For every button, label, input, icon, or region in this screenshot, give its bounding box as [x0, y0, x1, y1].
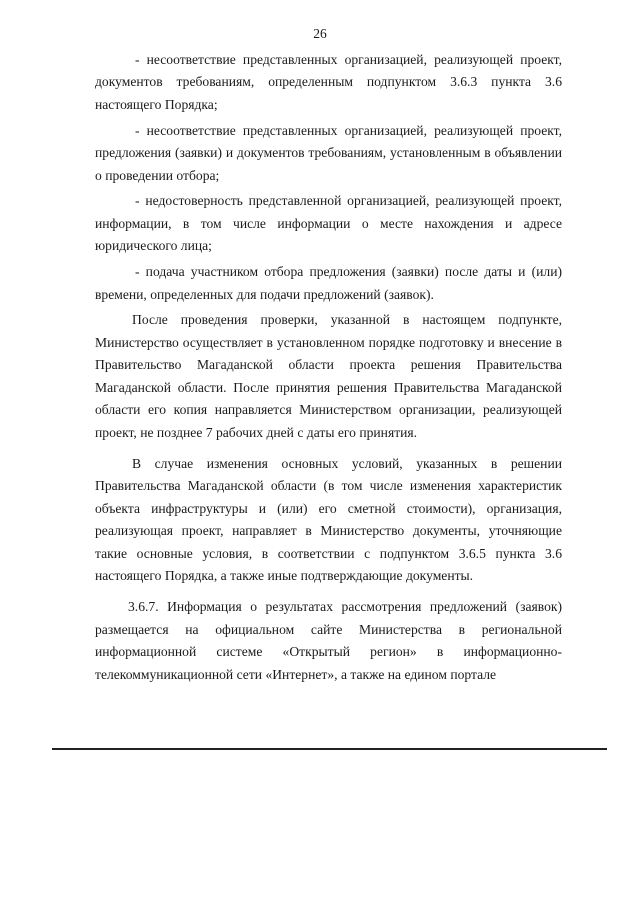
paragraph-3-6-7: 3.6.7. Информация о результатах рассмотрения предложений (заявок) размещается на официальном сайте Министерства в региональной информационной системе «Открытый регион» в информационно-телекоммуникационной сети «Интернет», а также на едином портале: [95, 599, 562, 682]
paragraph-change-conditions: В случае изменения основных условий, указанных в решении Правительства Магаданской области (в том числе изменения характеристик объекта инфраструктуры и (или) его сметной стоимости), организация, реализующая проект, направляет в Министерство документы, уточняющие такие основные условия, в соответствии с подпунктом 3.6.5 пункта 3.6 настоящего Порядка, а также иные подтверждающие документы.: [95, 455, 562, 583]
paragraph-item-2: - несоответствие представленных организацией, реализующей проект, предложения (заявки) и документов требованиям, установленным в объявлении о проведении отбора;: [95, 122, 562, 183]
paragraph-item-4: - подача участником отбора предложения (заявки) после даты и (или) времени, определенных для подачи предложений (заявок).: [95, 264, 562, 302]
paragraph-item-3: - недостоверность представленной организацией, реализующей проект, информации, в том числе информации о месте нахождения и адресе юридического лица;: [95, 193, 562, 254]
footer-divider: [52, 748, 607, 750]
paragraph-item-1: - несоответствие представленных организацией, реализующей проект, документов требованиям, определенным подпунктом 3.6.3 пункта 3.6 настоящего Порядка;: [95, 52, 562, 112]
page-number: 26: [313, 26, 327, 41]
document-body: [95, 49, 562, 686]
paragraph-after-check: После проведения проверки, указанной в настоящем подпункте, Министерство осуществляет в установленном порядке подготовку и внесение в Правительство Магаданской области проекта решения Правительства Магаданской области. После принятия решения Правительства Магаданской области его копия направляется Министерством организации, реализующей проект, не позднее 7 рабочих дней с даты его принятия.: [95, 312, 562, 440]
